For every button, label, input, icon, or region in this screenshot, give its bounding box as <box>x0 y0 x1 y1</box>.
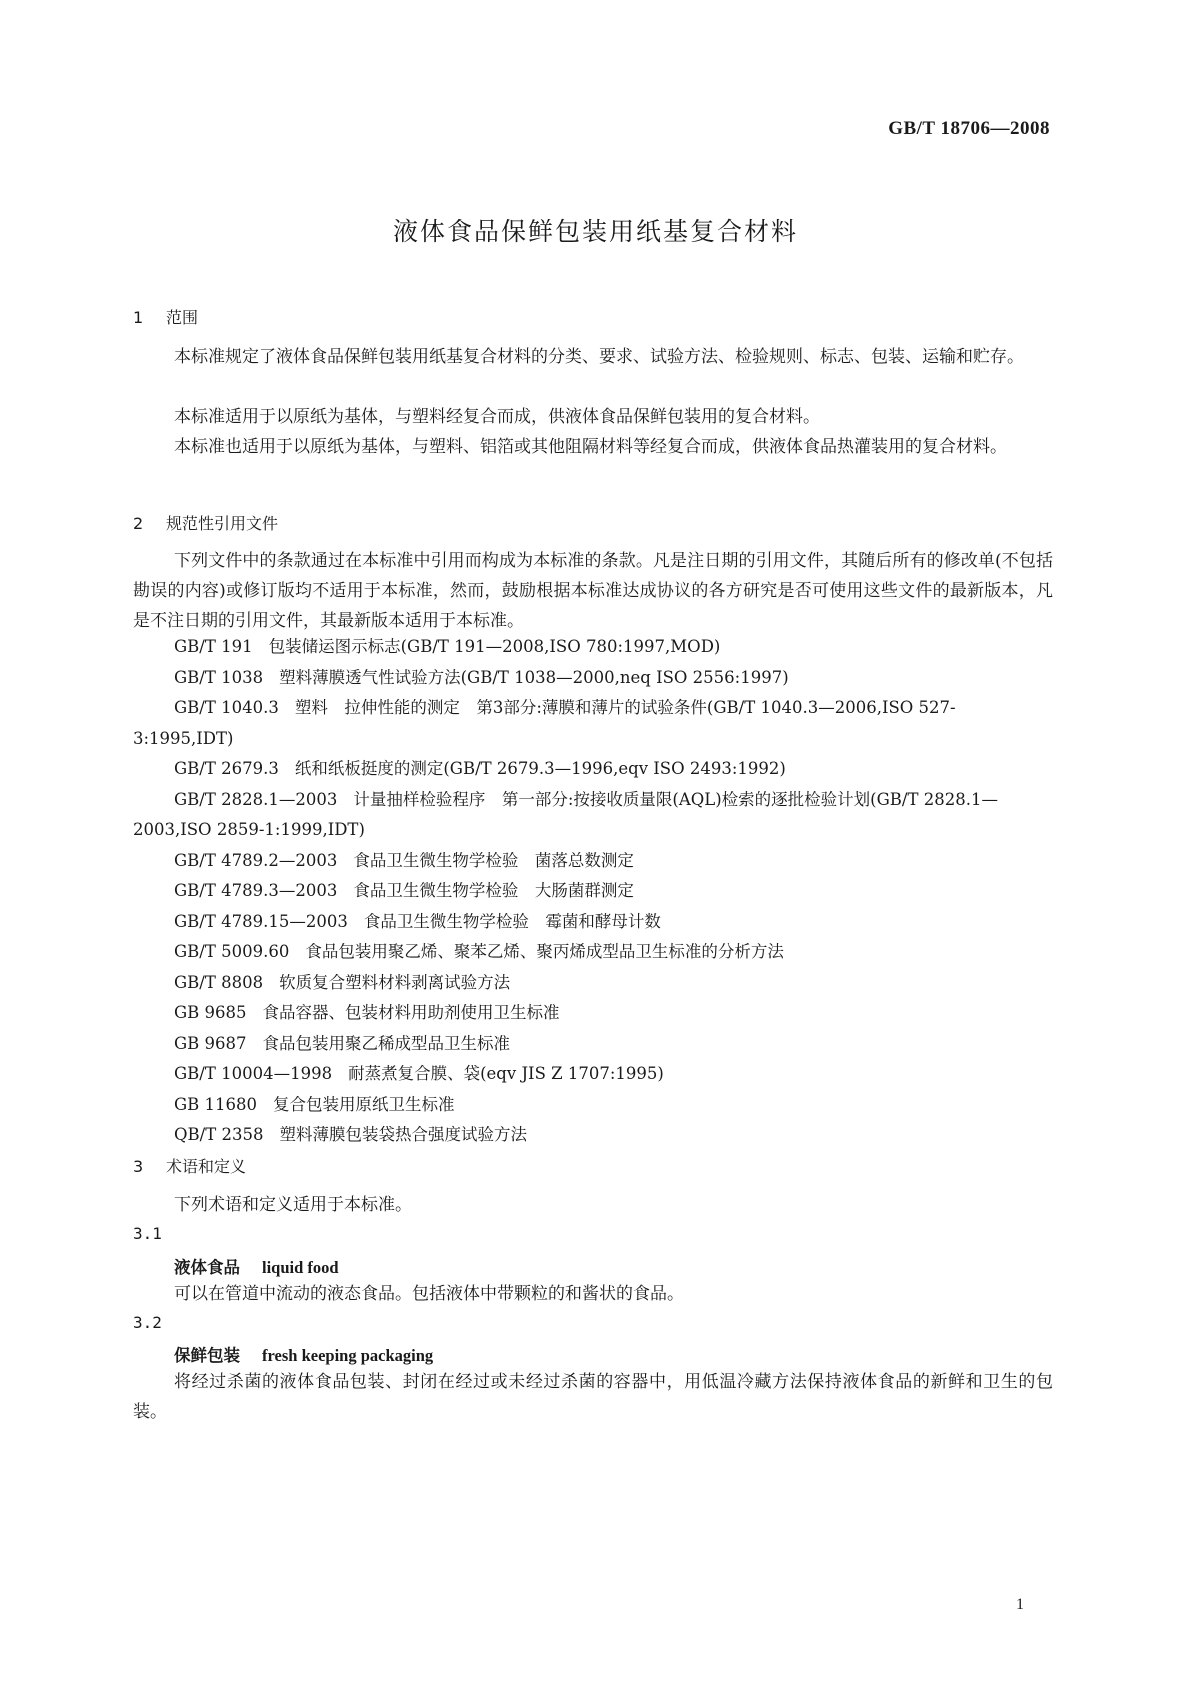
reference-text: 纸和纸板挺度的测定(GB/T 2679.3—1996,eqv ISO 2493:1992) <box>294 759 786 778</box>
section-1-paragraph: 本标准规定了液体食品保鲜包装用纸基复合材料的分类、要求、试验方法、检验规则、标志、包装、运输和贮存。 <box>174 347 1024 367</box>
reference-item <box>133 693 1053 754</box>
reference-code: GB/T 4789.3—2003 <box>174 881 338 900</box>
reference-code: GB/T 1038 <box>174 667 264 687</box>
reference-item <box>133 632 1053 663</box>
clause-number: 3.2 <box>133 1313 162 1332</box>
reference-text: 包装储运图示标志(GB/T 191—2008,ISO 780:1997,MOD) <box>268 637 721 656</box>
section-title: 术语和定义 <box>166 1157 247 1176</box>
reference-item <box>133 907 1053 938</box>
reference-text: 食品卫生微生物学检验 菌落总数测定 <box>353 850 634 870</box>
reference-code: GB/T 2828.1—2003 <box>174 789 338 809</box>
section-title: 规范性引用文件 <box>166 514 279 533</box>
reference-text: 食品包装用聚乙烯、聚苯乙烯、聚丙烯成型品卫生标准的分析方法 <box>305 942 784 961</box>
term-zh: 保鲜包装 <box>174 1346 240 1365</box>
reference-text: 食品卫生微生物学检验 大肠菌群测定 <box>353 881 634 900</box>
standard-number: GB/T 18706—2008 <box>888 118 1050 139</box>
reference-text: 食品包装用聚乙稀成型品卫生标准 <box>262 1033 511 1053</box>
reference-item <box>133 1059 1053 1090</box>
reference-code: GB 9685 <box>174 1003 247 1022</box>
reference-text: 食品卫生微生物学检验 霉菌和酵母计数 <box>363 911 661 931</box>
reference-item <box>133 785 1053 846</box>
section-2-intro: 下列文件中的条款通过在本标准中引用而构成为本标准的条款。凡是注日期的引用文件，其随后所有的修改单(不包括勘误的内容)或修订版均不适用于本标准，然而，鼓励根据本标准达成协议的各方研究是否可使用这些文件的最新版本，凡是不注日期的引用文件，其最新版本适用于本标准。 <box>133 551 1053 631</box>
document-title: 液体食品保鲜包装用纸基复合材料 <box>392 217 798 246</box>
reference-item <box>133 1120 1053 1151</box>
reference-item <box>133 663 1053 694</box>
reference-text: 软质复合塑料材料剥离试验方法 <box>279 972 511 992</box>
clause-number: 3.1 <box>133 1224 162 1243</box>
reference-text: 耐蒸煮复合膜、袋(eqv JIS Z 1707:1995) <box>348 1064 664 1083</box>
reference-item <box>133 1090 1053 1121</box>
page-number: 1 <box>1016 1596 1024 1613</box>
section-number: 1 <box>133 308 144 327</box>
term-zh: 液体食品 <box>174 1258 240 1277</box>
reference-item <box>133 998 1053 1029</box>
reference-code: GB 11680 <box>174 1094 258 1114</box>
term-definition: 将经过杀菌的液体食品包装、封闭在经过或未经过杀菌的容器中，用低温冷藏方法保持液体食品的新鲜和卫生的包装。 <box>133 1372 1053 1422</box>
term-definition: 可以在管道中流动的液态食品。包括液体中带颗粒的和酱状的食品。 <box>174 1284 684 1304</box>
section-number: 2 <box>133 514 144 533</box>
reference-code: GB/T 8808 <box>174 972 264 992</box>
reference-item <box>133 754 1053 785</box>
reference-list <box>133 632 1053 1151</box>
reference-item <box>133 1029 1053 1060</box>
reference-text: 计量抽样检验程序 第一部分:按接收质量限(AQL)检索的逐批检验计划(GB/T 2828.1—2003,ISO 2859-1:1999,IDT) <box>133 789 998 839</box>
term-heading <box>174 1254 339 1278</box>
reference-code: GB/T 191 <box>174 637 253 656</box>
reference-code: GB/T 4789.2—2003 <box>174 850 338 870</box>
section-3-intro: 下列术语和定义适用于本标准。 <box>174 1195 412 1215</box>
reference-code: GB/T 2679.3 <box>174 759 279 778</box>
term-en: liquid food <box>262 1258 339 1277</box>
reference-text: 复合包装用原纸卫生标准 <box>273 1094 455 1114</box>
reference-text: 塑料薄膜包装袋热合强度试验方法 <box>279 1125 527 1144</box>
reference-code: GB/T 1040.3 <box>174 698 279 717</box>
term-en: fresh keeping packaging <box>262 1346 434 1365</box>
section-1-paragraph: 本标准适用于以原纸为基体，与塑料经复合而成，供液体食品保鲜包装用的复合材料。 <box>174 407 820 427</box>
reference-code: GB/T 10004—1998 <box>174 1064 333 1083</box>
reference-code: GB 9687 <box>174 1033 247 1053</box>
reference-item <box>133 846 1053 877</box>
reference-text: 塑料 拉伸性能的测定 第3部分:薄膜和薄片的试验条件(GB/T 1040.3—2006,ISO 527-3:1995,IDT) <box>133 698 956 748</box>
reference-item <box>133 876 1053 907</box>
reference-text: 塑料薄膜透气性试验方法(GB/T 1038—2000,neq ISO 2556:1997) <box>279 667 789 687</box>
reference-code: GB/T 4789.15—2003 <box>174 911 348 931</box>
section-number: 3 <box>133 1157 144 1176</box>
section-1-paragraph: 本标准也适用于以原纸为基体，与塑料、铝箔或其他阻隔材料等经复合而成，供液体食品热灌装用的复合材料。 <box>174 437 1007 457</box>
section-3-heading <box>133 1154 246 1177</box>
reference-item <box>133 968 1053 999</box>
section-2-heading <box>133 511 278 534</box>
reference-item <box>133 937 1053 968</box>
term-heading <box>174 1342 433 1366</box>
reference-code: GB/T 5009.60 <box>174 942 290 961</box>
reference-text: 食品容器、包装材料用助剂使用卫生标准 <box>262 1003 560 1022</box>
section-1-heading <box>133 305 198 328</box>
section-title: 范围 <box>166 308 199 327</box>
reference-code: QB/T 2358 <box>174 1125 264 1144</box>
